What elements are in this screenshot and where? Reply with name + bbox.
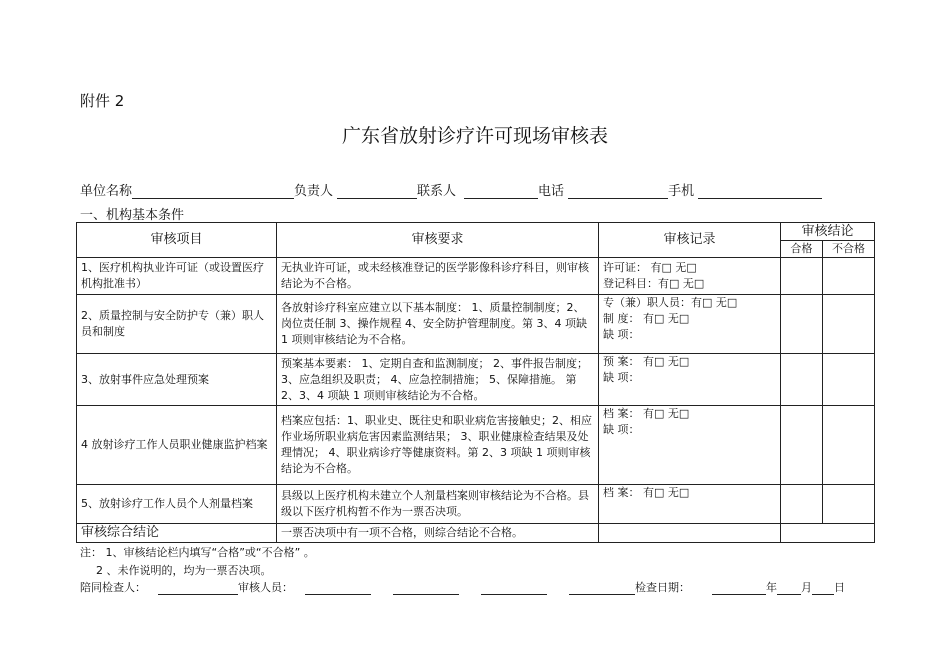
row-record: 档 案： 有□ 无□: [599, 485, 781, 524]
header-record: 审核记录: [599, 223, 781, 258]
phone-field[interactable]: [568, 184, 668, 199]
header-item: 审核项目: [77, 223, 277, 258]
fail-cell[interactable]: [823, 354, 875, 406]
month-field[interactable]: [777, 582, 801, 595]
year-field[interactable]: [712, 582, 766, 595]
row-item: 5、放射诊疗工作人员个人剂量档案: [77, 485, 277, 524]
auditor-label: 审核人员：: [238, 581, 293, 594]
mobile-label: 手机: [668, 184, 695, 199]
auditor-field-3[interactable]: [481, 582, 547, 595]
pass-cell[interactable]: [781, 258, 823, 295]
note-1: 注： 1、审核结论栏内填写“合格”或“不合格” 。: [80, 546, 315, 559]
mobile-field[interactable]: [698, 184, 822, 199]
row-requirement: 无执业许可证，或未经核准登记的医学影像科诊疗科目，则审核结论为不合格。: [277, 258, 599, 295]
audit-table: [76, 222, 875, 543]
month-label: 月: [801, 581, 812, 594]
document-title: 广东省放射诊疗许可现场审核表: [341, 125, 608, 147]
header-fail: 不合格: [823, 241, 875, 258]
row-record: 许可证： 有□ 无□ 登记科目：有□ 无□: [599, 258, 781, 295]
row-requirement: 档案应包括：1、职业史、既往史和职业病危害接触史；2、相应作业场所职业病危害因素监测结果； 3、职业健康检查结果及处理情况； 4、职业病诊疗等健康资料。第 2、3 项缺 1 项则审核结论为不合格。: [277, 406, 599, 485]
row-requirement: 县级以上医疗机构未建立个人剂量档案则审核结论为不合格。县级以下医疗机构暂不作为一票否决项。: [277, 485, 599, 524]
row-item: 3、放射事件应急处理预案: [77, 354, 277, 406]
fail-cell[interactable]: [823, 295, 875, 354]
section-heading: 一、机构基本条件: [80, 208, 185, 223]
fail-cell[interactable]: [823, 258, 875, 295]
summary-label: 审核综合结论: [77, 524, 277, 543]
row-requirement: 各放射诊疗科室应建立以下基本制度： 1、质量控制制度；2、岗位责任制 3、操作规程 4、安全防护管理制度。第 3、4 项缺 1 项则审核结论为不合格。: [277, 295, 599, 354]
row-requirement: 预案基本要素： 1、定期自查和监测制度； 2、事件报告制度； 3、应急组织及职责； 4、应急控制措施； 5、保障措施。 第 2、3、4 项缺 1 项则审核结论为不合格。: [277, 354, 599, 406]
pass-cell[interactable]: [781, 485, 823, 524]
header-conclusion: 审核结论: [781, 223, 875, 241]
row-item: 4 放射诊疗工作人员职业健康监护档案: [77, 406, 277, 485]
row-record: 专（兼）职人员：有□ 无□ 制 度： 有□ 无□ 缺 项：: [599, 295, 781, 354]
attachment-label: 附件 2: [80, 92, 125, 110]
unit-info-line: [80, 180, 870, 199]
fail-cell[interactable]: [823, 406, 875, 485]
phone-label: 电话: [538, 184, 565, 199]
pass-cell[interactable]: [781, 295, 823, 354]
day-field[interactable]: [812, 582, 834, 595]
contact-label: 联系人: [417, 184, 457, 199]
header-pass: 合格: [781, 241, 823, 258]
summary-row: [77, 524, 875, 543]
row-record: 预 案： 有□ 无□ 缺 项：: [599, 354, 781, 406]
table-row: [77, 406, 875, 485]
pass-cell[interactable]: [781, 354, 823, 406]
day-label: 日: [834, 581, 845, 594]
row-item: 1、医疗机构执业许可证（或设置医疗机构批准书）: [77, 258, 277, 295]
responsible-field[interactable]: [337, 184, 417, 199]
pass-cell[interactable]: [781, 406, 823, 485]
date-label: 检查日期：: [635, 581, 690, 594]
responsible-label: 负责人: [294, 184, 334, 199]
auditor-field-2[interactable]: [393, 582, 459, 595]
table-row: [77, 295, 875, 354]
contact-field[interactable]: [464, 184, 538, 199]
auditor-field-4[interactable]: [569, 582, 635, 595]
year-label: 年: [766, 581, 777, 594]
summary-record-cell[interactable]: [599, 524, 781, 543]
table-row: [77, 354, 875, 406]
summary-text: 一票否决项中有一项不合格，则综合结论不合格。: [277, 524, 599, 543]
table-row: [77, 485, 875, 524]
accompany-field[interactable]: [158, 582, 238, 595]
fail-cell[interactable]: [823, 485, 875, 524]
unit-name-field[interactable]: [132, 184, 294, 199]
header-requirement: 审核要求: [277, 223, 599, 258]
unit-name-label: 单位名称: [80, 184, 133, 199]
row-item: 2、质量控制与安全防护专（兼）职人员和制度: [77, 295, 277, 354]
auditor-field-1[interactable]: [305, 582, 371, 595]
accompany-label: 陪同检查人：: [80, 581, 146, 594]
row-record: 档 案： 有□ 无□ 缺 项：: [599, 406, 781, 485]
table-row: [77, 258, 875, 295]
note-2: 2 、未作说明的，均为一票否决项。: [96, 564, 272, 577]
signature-line: [80, 579, 870, 595]
summary-conclusion-cell[interactable]: [781, 524, 875, 543]
